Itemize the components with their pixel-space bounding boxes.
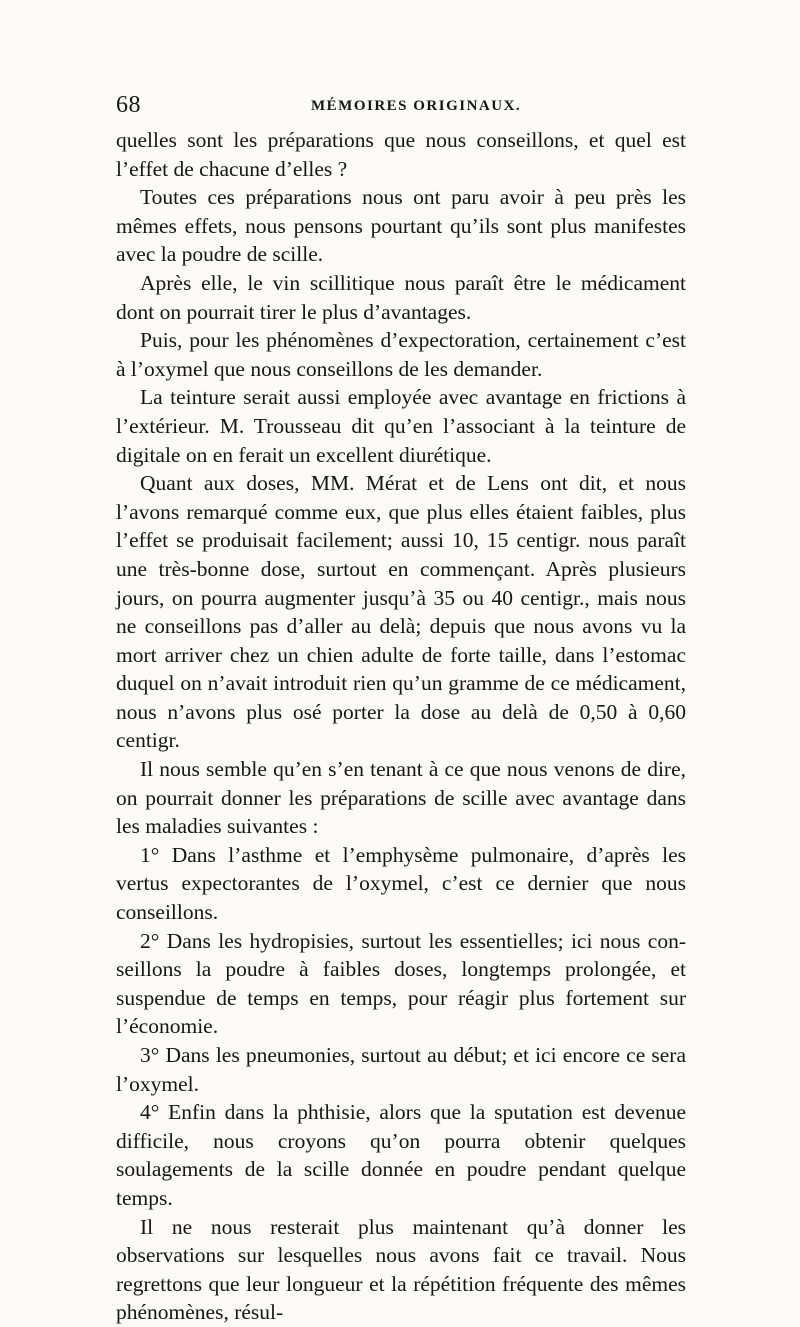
page-header: [116, 92, 686, 126]
paragraph: Après elle, le vin scillitique nous paraît être le médicament dont on pourrait tirer le plus d’avantages.: [116, 270, 686, 324]
list-item: 3° Dans les pneumonies, surtout au début; et ici encore ce sera l’oxymel.: [116, 1043, 686, 1096]
list-item: 2° Dans les hydropisies, surtout les essentielles; ici nous conseillons la poudre à faibles doses, longtemps prolongée, et suspendue de temps en temps, pour réagir plus fortement sur l’économie.: [116, 928, 686, 1039]
paragraph: quelles sont les préparations que nous conseillons, et quel est l’effet de chacune d’elles ?: [116, 128, 686, 181]
page-number: 68: [116, 92, 141, 118]
list-item: 4° Enfin dans la phthisie, alors que la sputation est devenue difficile, nous croyons qu’on pourra obtenir quelques soulagements de la scille donnée en poudre pendant quelque temps.: [116, 1100, 686, 1210]
paragraph: Toutes ces préparations nous ont paru avoir à peu près les mêmes effets, nous pensons pourtant qu’ils sont plus manifestes avec la poudre de scille.: [116, 185, 686, 267]
paragraph: Quant aux doses, MM. Mérat et de Lens ont dit, et nous l’avons remarqué comme eux, que plus elles étaient faibles, plus l’effet se produisait facilement; aussi 10, 15 centigr. nous paraît une très-bonne dose, surtout en commençant. Après plusieurs jours, on pourra augmenter jusqu’à 35 ou 40 centigr., mais nous ne conseillons pas d’aller au delà; depuis que nous avons vu la mort arriver chez un chien adulte de forte taille, dans l’estomac duquel on n’avait introduit rien qu’un gramme de ce médicament, nous n’avons plus osé porter la dose au delà de 0,50 à 0,60 centigr.: [116, 471, 686, 753]
list-item: 1° Dans l’asthme et l’emphysème pulmonaire, d’après les vertus expectorantes de l’oxymel, c’est ce dernier que nous conseillons.: [116, 842, 686, 925]
running-head: MÉMOIRES ORIGINAUX.: [311, 98, 522, 114]
paragraph: Il ne nous resterait plus maintenant qu’à donner les observations sur lesquelles nous avons fait ce travail. Nous regrettons que leur longueur et la répétition fréquente des mêmes phénomènes, résul-: [116, 1214, 686, 1325]
body-text: [116, 126, 686, 1327]
paragraph: La teinture serait aussi employée avec avantage en frictions à l’extérieur. M. Trousseau dit qu’en l’associant à la teinture de digitale on en ferait un excellent diurétique.: [116, 385, 686, 467]
paragraph: Puis, pour les phénomènes d’expectoration, certainement c’est à l’oxymel que nous conseillons de les demander.: [116, 328, 686, 381]
paragraph: Il nous semble qu’en s’en tenant à ce que nous venons de dire, on pourrait donner les préparations de scille avec avantage dans les maladies suivantes :: [116, 757, 686, 839]
